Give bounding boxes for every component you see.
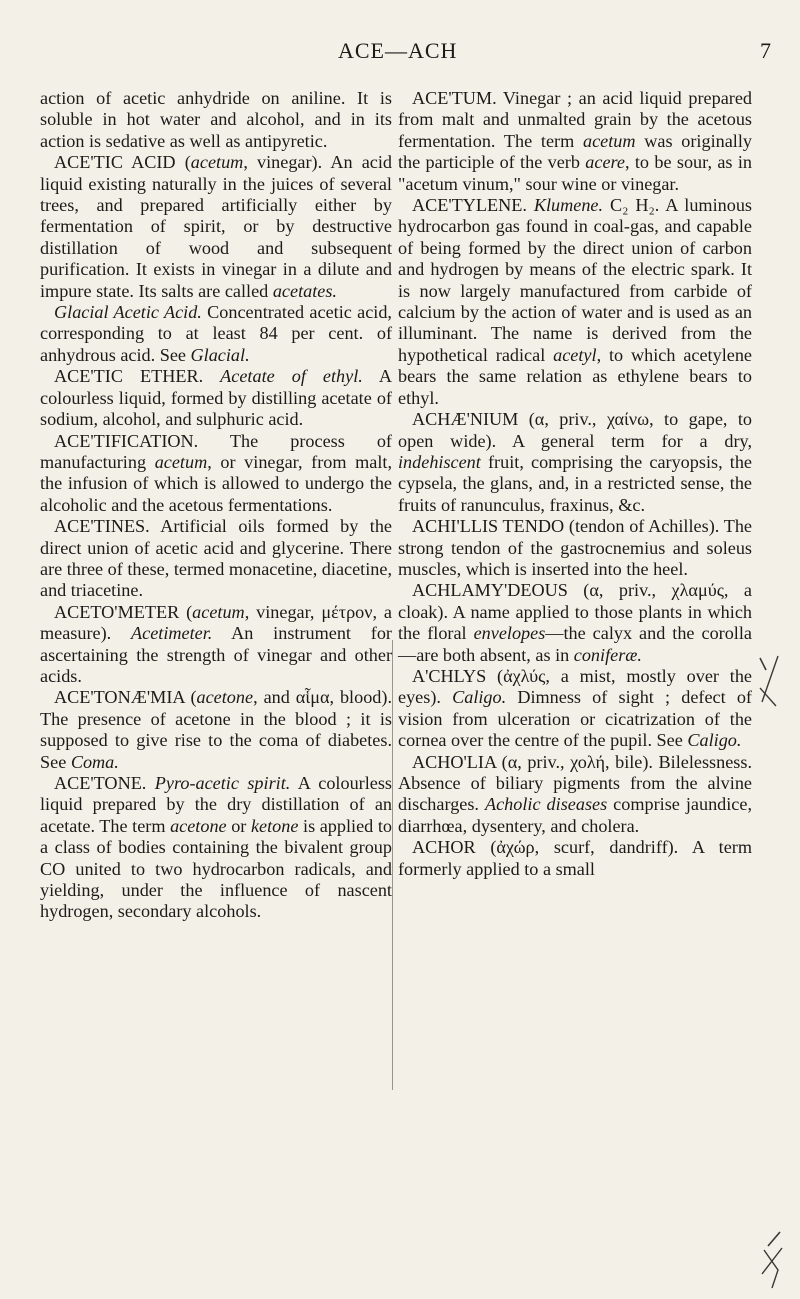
- dictionary-entry: A'CHLYS (ἀχλύς, a mist, mostly over the eyes). Caligo. Dimness of sight ; defect of vision from ulceration or cicatrization of the cornea over the centre of the pupil. See Caligo.: [398, 665, 752, 751]
- margin-check-mark: [756, 1230, 786, 1290]
- dictionary-entry: ACETO'METER (acetum, vinegar, μέτρον, a measure). Acetimeter. An instrument for ascertaining the strength of vinegar and other acids.: [40, 601, 392, 686]
- running-head: ACE—ACH: [338, 38, 458, 63]
- dictionary-entry: ACHLAMY'DEOUS (α, priv., χλαμύς, a cloak). A name applied to those plants in which the floral envelopes—the calyx and the corolla —are both absent, as in coniferæ.: [398, 580, 752, 665]
- dictionary-entry: ACE'TIFICATION. The process of manufacturing acetum, or vinegar, from malt, the infusion of which is allowed to undergo the alcoholic and the acetous fermentations.: [40, 430, 392, 515]
- column-divider: [392, 640, 393, 1090]
- left-column: [40, 88, 392, 923]
- dictionary-entry: ACE'TIC ETHER. Acetate of ethyl. A colourless liquid, formed by distilling acetate of sodium, alcohol, and sulphuric acid.: [40, 366, 392, 430]
- dictionary-entry: ACE'TIC ACID (acetum, vinegar). An acid liquid existing naturally in the juices of several trees, and prepared artificially either by fermentation of spirit, or by destructive distillation of wood and subsequent purification. It exists in vinegar in a dilute and impure state. Its salts are called acetates.: [40, 152, 392, 301]
- dictionary-entry: ACE'TYLENE. Klumene. C₂ H₂. A luminous hydrocarbon gas found in coal-gas, and capable of being formed by the direct union of carbon and hydrogen by means of the electric spark. It is now largely manufactured from carbide of calcium by the action of water and is used as an illuminant. The name is derived from the hypothetical radical acetyl, to which acetylene bears the same relation as ethylene bears to ethyl.: [398, 195, 752, 408]
- dictionary-entry: ACE'TONÆ'MIA (acetone, and αἷμα, blood). The presence of acetone in the blood ; it is supposed to give rise to the coma of diabetes. See Coma.: [40, 687, 392, 772]
- dictionary-entry: ACE'TINES. Artificial oils formed by the direct union of acetic acid and glycerine. There are three of these, termed monacetine, diacetine, and triacetine.: [40, 516, 392, 601]
- dictionary-entry: action of acetic anhydride on aniline. It is soluble in hot water and alcohol, and in its action is sedative as well as antipyretic.: [40, 88, 392, 151]
- margin-check-mark: [756, 652, 786, 712]
- right-column: [398, 88, 752, 880]
- dictionary-entry: ACE'TUM. Vinegar ; an acid liquid prepared from malt and unmalted grain by the acetous fermentation. The term acetum was originally the participle of the verb acere, to be sour, as in "acetum vinum," sour wine or vinegar.: [398, 88, 752, 194]
- dictionary-entry: ACHOR (ἀχώρ, scurf, dandriff). A term formerly applied to a small: [398, 837, 752, 879]
- dictionary-entry: ACHI'LLIS TENDO (tendon of Achilles). The strong tendon of the gastrocnemius and soleus muscles, which is inserted into the heel.: [398, 516, 752, 579]
- dictionary-entry: Glacial Acetic Acid. Concentrated acetic acid, corresponding to at least 84 per cent. of anhydrous acid. See Glacial.: [40, 302, 392, 365]
- dictionary-entry: ACHO'LIA (α, priv., χολή, bile). Bilelessness. Absence of biliary pigments from the alvine discharges. Acholic diseases comprise jaundice, diarrhœa, dysentery, and cholera.: [398, 751, 752, 836]
- dictionary-entry: ACE'TONE. Pyro-acetic spirit. A colourless liquid prepared by the dry distillation of an acetate. The term acetone or ketone is applied to a class of bodies containing the bivalent group CO united to two hydrocarbon radicals, and yielding, under the influence of nascent hydrogen, secondary alcohols.: [40, 773, 393, 922]
- page-header: [0, 38, 800, 68]
- page-number: 7: [760, 38, 772, 63]
- dictionary-entry: ACHÆ'NIUM (α, priv., χαίνω, to gape, to open wide). A general term for a dry, indehiscent fruit, comprising the caryopsis, the cypsela, the glans, and, in a restricted sense, the fruits of ranunculus, fraxinus, &c.: [398, 409, 752, 515]
